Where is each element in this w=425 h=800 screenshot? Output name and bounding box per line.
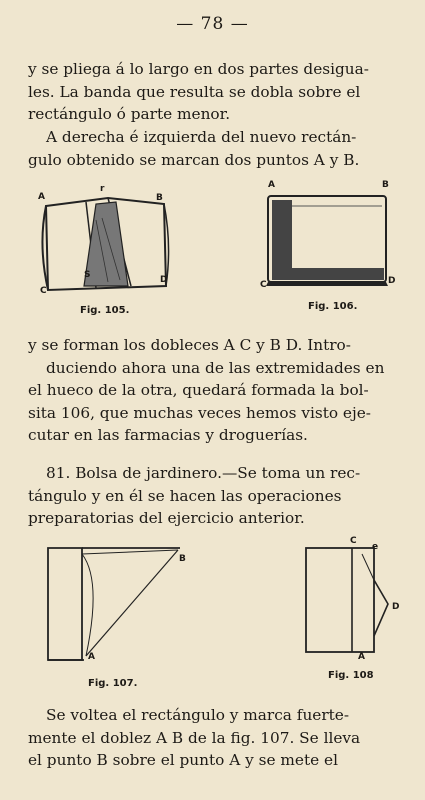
label-a: A: [88, 652, 95, 662]
figure-107-caption: Fig. 107.: [88, 678, 138, 689]
label-b: B: [156, 193, 163, 203]
label-d: D: [392, 602, 400, 612]
text-line: mente el doblez A B de la fig. 107. Se lleva: [28, 728, 361, 747]
text-line: cutar en las farmacias y droguerías.: [28, 426, 308, 444]
section-81-heading-line: 81. Bolsa de jardinero.—Se toma un rec-: [46, 464, 361, 482]
text-line: preparatorias del ejercicio anterior.: [28, 509, 305, 527]
label-d: D: [160, 275, 168, 285]
text-line: gulo obtenido se marcan dos puntos A y B.: [28, 150, 360, 169]
figure-107-drawing: [40, 540, 200, 670]
figure-108-caption: Fig. 108: [328, 670, 374, 681]
text-line: Se voltea el rectángulo y marca fuerte-: [46, 706, 350, 724]
text-line: el hueco de la otra, quedará formada la bol-: [28, 381, 369, 399]
paragraph-2: [28, 126, 400, 171]
page-number: — 78 —: [176, 14, 249, 34]
label-a: A: [358, 652, 365, 662]
label-b: B: [179, 554, 186, 564]
figure-106-drawing: [262, 188, 397, 298]
figure-108-drawing: [300, 540, 410, 660]
label-b: B: [382, 180, 389, 190]
text-line: y se forman los dobleces A C y B D. Intro-: [28, 336, 351, 354]
label-a: A: [38, 192, 45, 202]
label-r: r: [100, 184, 105, 194]
paragraph-5: [28, 704, 400, 772]
text-line: rectángulo ó parte menor.: [28, 105, 231, 123]
text-line: y se pliega á lo largo en dos partes desigua-: [28, 60, 369, 78]
label-s: S: [84, 270, 91, 280]
text-line: les. La banda que resulta se dobla sobre el: [28, 82, 361, 101]
text-line: duciendo ahora una de las extremidades en: [46, 358, 385, 377]
text-line: sita 106, que muchas veces hemos visto eje-: [28, 403, 371, 422]
label-d: D: [388, 276, 396, 286]
figure-106-caption: Fig. 106.: [308, 301, 358, 312]
text-line: A derecha é izquierda del nuevo rectán-: [46, 128, 357, 146]
label-c: C: [350, 536, 357, 546]
label-e: e: [372, 542, 379, 552]
label-a: A: [268, 180, 275, 190]
paragraph-1: [28, 58, 400, 126]
paragraph-4: [28, 462, 400, 530]
label-c: C: [40, 286, 47, 296]
text-line: el punto B sobre el punto A y se mete el: [28, 751, 338, 769]
text-line: tángulo y en él se hacen las operaciones: [28, 486, 342, 505]
label-c: C: [260, 280, 267, 290]
paragraph-3: [28, 334, 400, 447]
figure-105-caption: Fig. 105.: [80, 305, 130, 316]
